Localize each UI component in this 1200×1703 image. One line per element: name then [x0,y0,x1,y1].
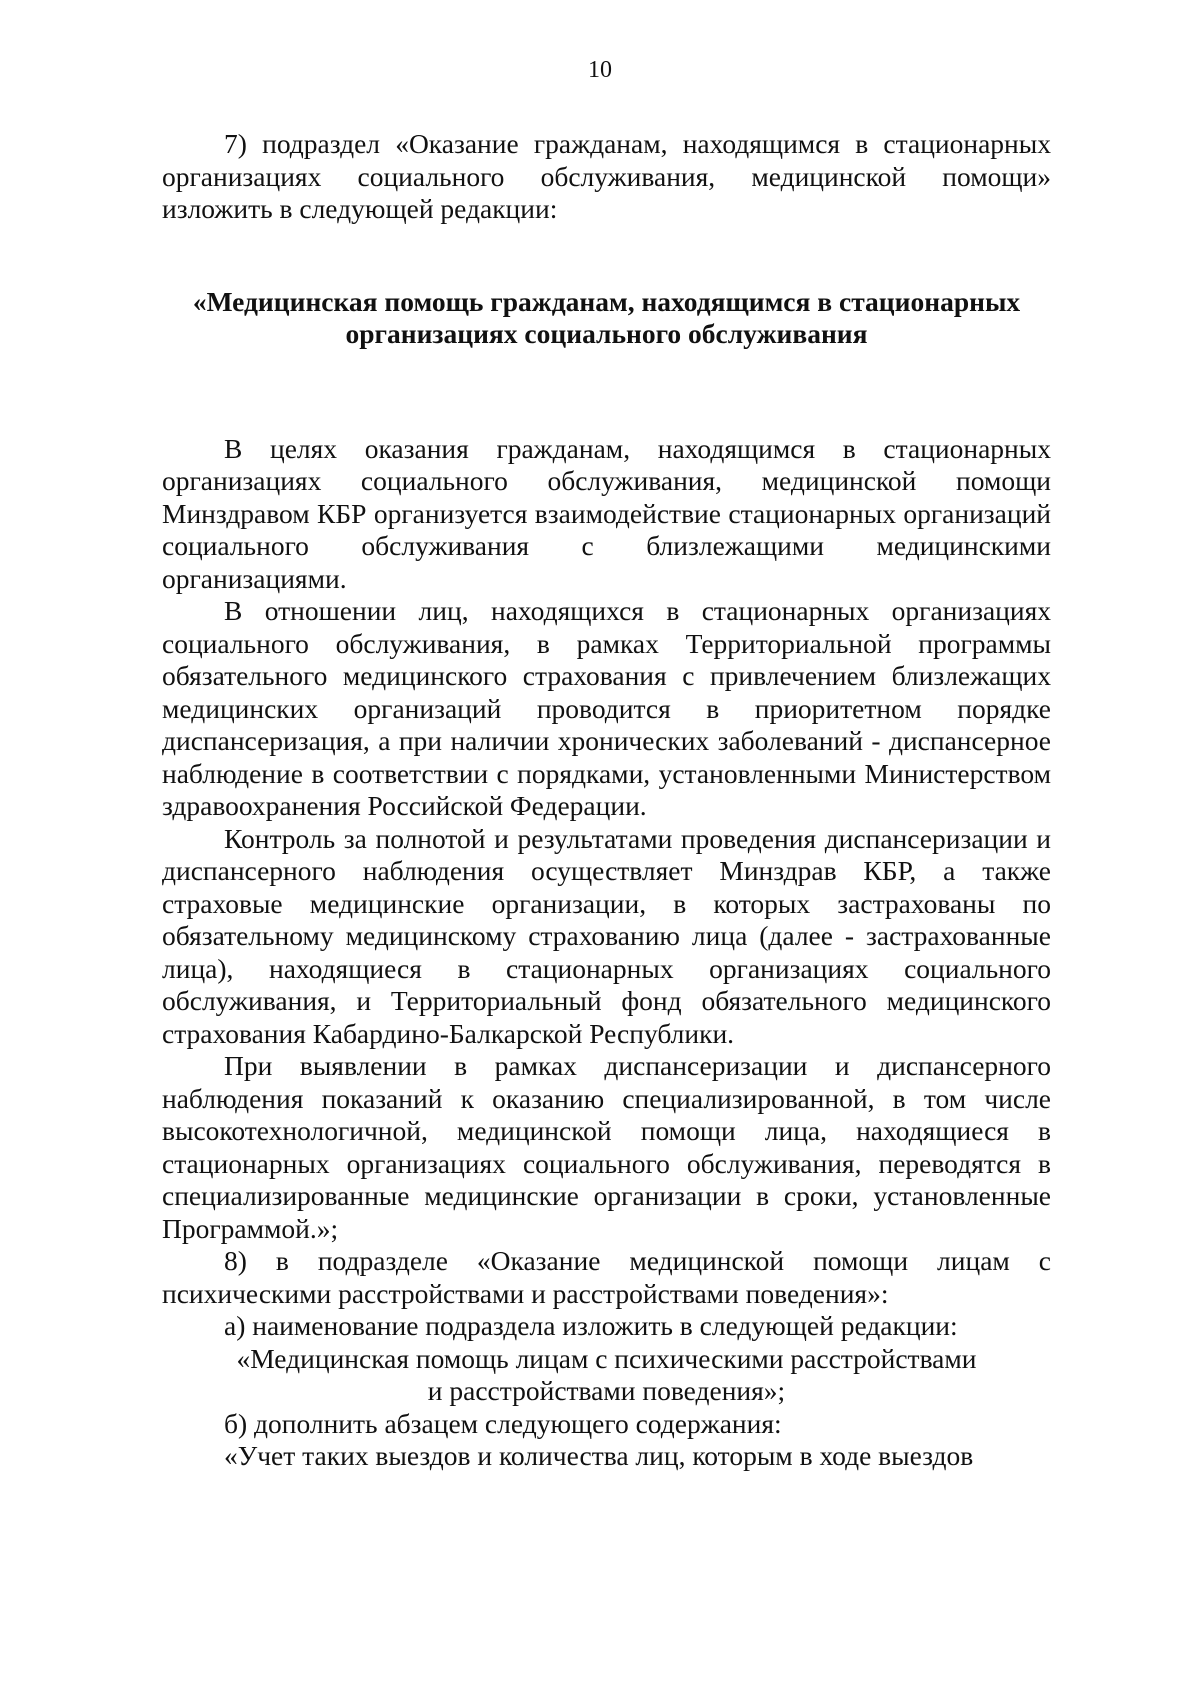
spacer [162,351,1051,433]
page-number: 10 [588,57,612,83]
added-paragraph-text: «Учет таких выездов и количества лиц, которым в ходе выездов [224,1440,974,1471]
paragraph-control: Контроль за полнотой и результатами проведения диспансеризации и диспансерного наблюдения осуществляет Минздрав КБР, а также страховые медицинские организации, в которых застрахованы по обязательному медицинскому страхованию лица (далее - застрахованные лица), находящиеся в стационарных организациях социального обслуживания, и Территориальный фонд обязательного медицинского страхования Кабардино-Балкарской Республики. [162,822,1051,1049]
section-heading-line-1: «Медицинская помощь гражданам, находящимся в стационарных [192,285,1021,317]
item-7-intro: 7) подраздел «Оказание гражданам, находящимся в стационарных организациях социального обслуживания, медицинской помощи» изложить в следующей редакции: [162,128,1051,224]
item-8-sub-b: б) дополнить абзацем следующего содержания: [224,1407,782,1439]
spacer [162,226,1051,286]
section-heading-line-2: организациях социального обслуживания [345,318,868,349]
item-8-sub-a: а) наименование подраздела изложить в следующей редакции: [224,1310,958,1341]
item-8-intro: 8) в подразделе «Оказание медицинской помощи лицам с психическими расстройствами и расстройствами поведения»: [162,1245,1051,1309]
paragraph-dispensarization: В отношении лиц, находящихся в стационарных организациях социального обслуживания, в рамках Территориальной программы обязательного медицинского страхования с привлечением близлежащих медицинских организаций проводится в приоритетном порядке диспансеризация, а при наличии хронических заболеваний - диспансерное наблюдение в соответствии с порядками, установленными Министерством здравоохранения Российской Федерации. [162,595,1051,821]
document-body [162,128,1051,1473]
new-subsection-title-line-2: и расстройствами поведения»; [427,1375,786,1406]
paragraph-interaction: В целях оказания гражданам, находящимся в стационарных организациях социального обслуживания, медицинской помощи Минздравом КБР организуется взаимодействие стационарных организаций социального обслуживания с близлежащими медицинскими организациями. [162,432,1051,594]
new-subsection-title-line-1: «Медицинская помощь лицам с психическими расстройствами [236,1342,977,1374]
paragraph-transfer: При выявлении в рамках диспансеризации и диспансерного наблюдения показаний к оказанию специализированной, в том числе высокотехнологичной, медицинской помощи лица, находящиеся в стационарных организациях социального обслуживания, переводятся в специализированные медицинские организации в сроки, установленные Программой.»; [162,1050,1051,1244]
